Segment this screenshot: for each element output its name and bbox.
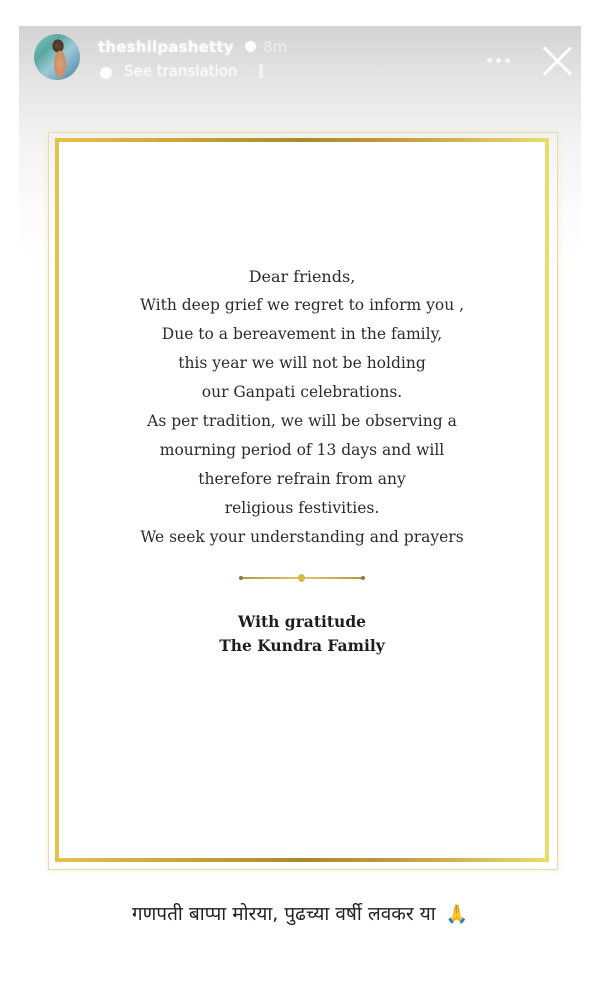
translate-icon bbox=[100, 67, 112, 79]
dot-icon bbox=[496, 58, 501, 63]
verified-badge-icon bbox=[245, 41, 256, 52]
more-options-button[interactable] bbox=[484, 56, 512, 64]
letter-line: Due to a bereavement in the family, bbox=[161, 325, 443, 343]
chevron-icon bbox=[259, 64, 263, 78]
close-button[interactable] bbox=[540, 44, 574, 78]
letter-line: With deep grief we regret to inform you , bbox=[139, 296, 465, 314]
letter-line: religious festivities. bbox=[224, 499, 380, 517]
timestamp: 8m bbox=[263, 38, 288, 56]
letter-body bbox=[59, 262, 545, 658]
letter-greeting: Dear friends, bbox=[248, 267, 356, 286]
letter-line: mourning period of 13 days and will bbox=[159, 441, 445, 459]
see-translation-link[interactable]: See translation bbox=[124, 62, 238, 80]
folded-hands-icon: 🙏 bbox=[445, 904, 469, 925]
username-link[interactable]: theshilpashetty bbox=[98, 38, 234, 56]
signoff-line: With gratitude bbox=[237, 612, 367, 631]
dot-icon bbox=[505, 58, 510, 63]
letter-line: therefore refrain from any bbox=[198, 470, 406, 488]
letter-line: As per tradition, we will be observing a bbox=[147, 412, 457, 430]
ornament-divider-icon bbox=[239, 572, 365, 584]
letter-line: our Ganpati celebrations. bbox=[201, 383, 403, 401]
signoff-line: The Kundra Family bbox=[219, 636, 385, 655]
caption-text: गणपती बाप्पा मोरया, पुढच्या वर्षी लवकर या bbox=[131, 903, 436, 925]
story-header bbox=[19, 26, 581, 96]
story-caption bbox=[0, 900, 600, 926]
letter-line: We seek your understanding and prayers bbox=[140, 528, 464, 546]
letter-line: this year we will not be holding bbox=[178, 354, 426, 372]
letter-card bbox=[55, 138, 549, 862]
avatar[interactable] bbox=[34, 34, 80, 80]
story-viewer[interactable] bbox=[19, 26, 581, 1000]
letter-signoff bbox=[59, 610, 545, 658]
dot-icon bbox=[487, 58, 492, 63]
